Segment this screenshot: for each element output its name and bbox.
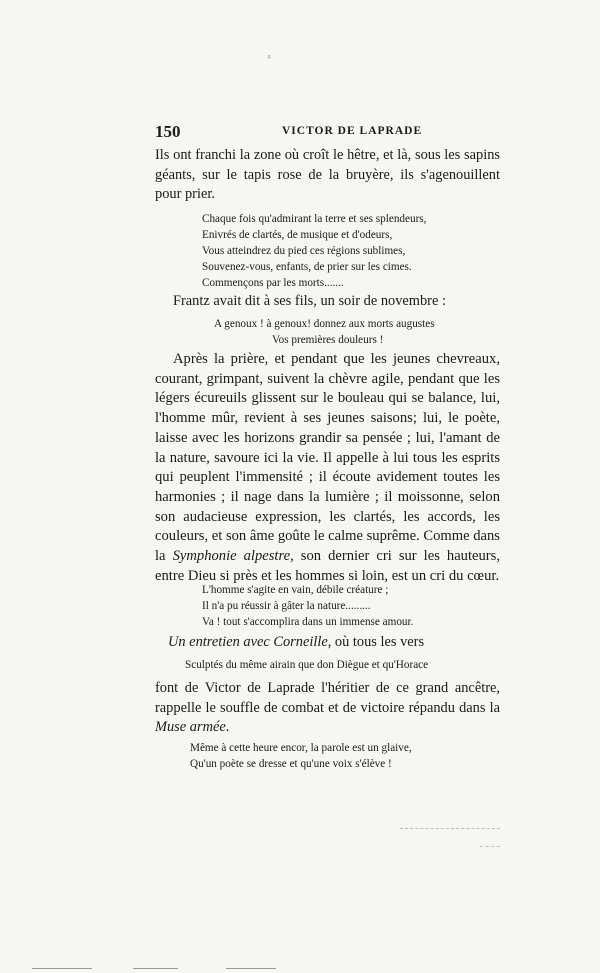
verse-block-2	[214, 316, 435, 348]
frantz-line-text: Frantz avait dit à ses fils, un soir de novembre :	[173, 293, 446, 309]
verse-block-1	[202, 211, 426, 291]
footer-rule	[226, 968, 276, 969]
faint-rule	[480, 846, 500, 848]
paragraph-3-end: .	[225, 719, 230, 736]
paragraph-2	[155, 350, 500, 586]
page-header	[155, 122, 495, 142]
corneille-title: Un entretien avec Corneille	[168, 634, 328, 650]
ink-speck: ᵍ	[268, 52, 271, 62]
verse-line: Il n'a pu réussir à gâter la nature.........	[202, 600, 371, 612]
running-head: VICTOR DE LAPRADE	[282, 125, 423, 137]
corneille-rest: , où tous les vers	[327, 634, 425, 650]
verse-line: A genoux ! à genoux! donnez aux morts augustes	[214, 318, 435, 330]
verse-line: Vos premières douleurs !	[272, 334, 384, 346]
corneille-line	[168, 633, 498, 653]
verse-line: Va ! tout s'accomplira dans un immense amour.	[202, 616, 414, 628]
verse-line: Commençons par les morts.......	[202, 277, 344, 289]
verse-line: Souvenez-vous, enfants, de prier sur les cimes.	[202, 261, 412, 273]
verse-line: Chaque fois qu'admirant la terre et ses splendeurs,	[202, 213, 427, 225]
paragraph-2-italic: Symphonie alpestre	[172, 548, 291, 565]
paragraph-2-text: Après la prière, et pendant que les jeunes chevreaux, courant, grimpant, suivent la chèvre agile, pendant que les légers écureuils glissent sur le bouleau qui se balance, lui, l'homme mûr, revient à ses jeunes saisons; lui, le poète, laisse avec les horizons grandir sa pensée ; lui, l'amant de la nature, savoure ici la vie. Il appelle à lui tous les esprits qui peuplent l'immensité ; il écoute avidement toutes les harmonies ; il nage dans la lumière ; il moissonne, selon son audacieuse expression, les clartés, les accords, les couleurs, et son âme goûte le calme suprême. Comme dans la	[155, 351, 500, 565]
frantz-line	[173, 292, 503, 312]
paragraph-3-italic: Muse armée	[155, 719, 226, 736]
footer-rule	[32, 968, 92, 969]
paragraph-1	[155, 146, 500, 205]
footer-rule	[133, 968, 178, 969]
paragraph-2-end: , son dernier cri sur les hauteurs, entre Dieu si près et les hommes si loin, est un cri du cœur.	[155, 548, 500, 584]
verse-line: L'homme s'agite en vain, débile créature ;	[202, 584, 389, 596]
verse-line: Qu'un poète se dresse et qu'une voix s'élève !	[190, 758, 392, 770]
faint-rule	[400, 828, 500, 830]
paragraph-1-text: Ils ont franchi la zone où croît le hêtre, et là, sous les sapins géants, sur le tapis rose de la bruyère, ils s'agenouillent pour prier.	[155, 147, 500, 203]
verse-line: Sculptés du même airain que don Diègue et qu'Horace	[185, 659, 429, 671]
verse-line: Enivrés de clartés, de musique et d'odeurs,	[202, 229, 393, 241]
verse-block-5	[190, 740, 412, 772]
paragraph-3	[155, 679, 500, 738]
verse-block-4	[185, 657, 428, 673]
paragraph-3-text: font de Victor de Laprade l'héritier de ce grand ancêtre, rappelle le souffle de combat et de victoire répandu dans la	[155, 680, 500, 716]
verse-block-3	[202, 582, 413, 630]
page-number: 150	[155, 122, 181, 141]
verse-line: Même à cette heure encor, la parole est un glaive,	[190, 742, 412, 754]
verse-line: Vous atteindrez du pied ces régions sublimes,	[202, 245, 406, 257]
